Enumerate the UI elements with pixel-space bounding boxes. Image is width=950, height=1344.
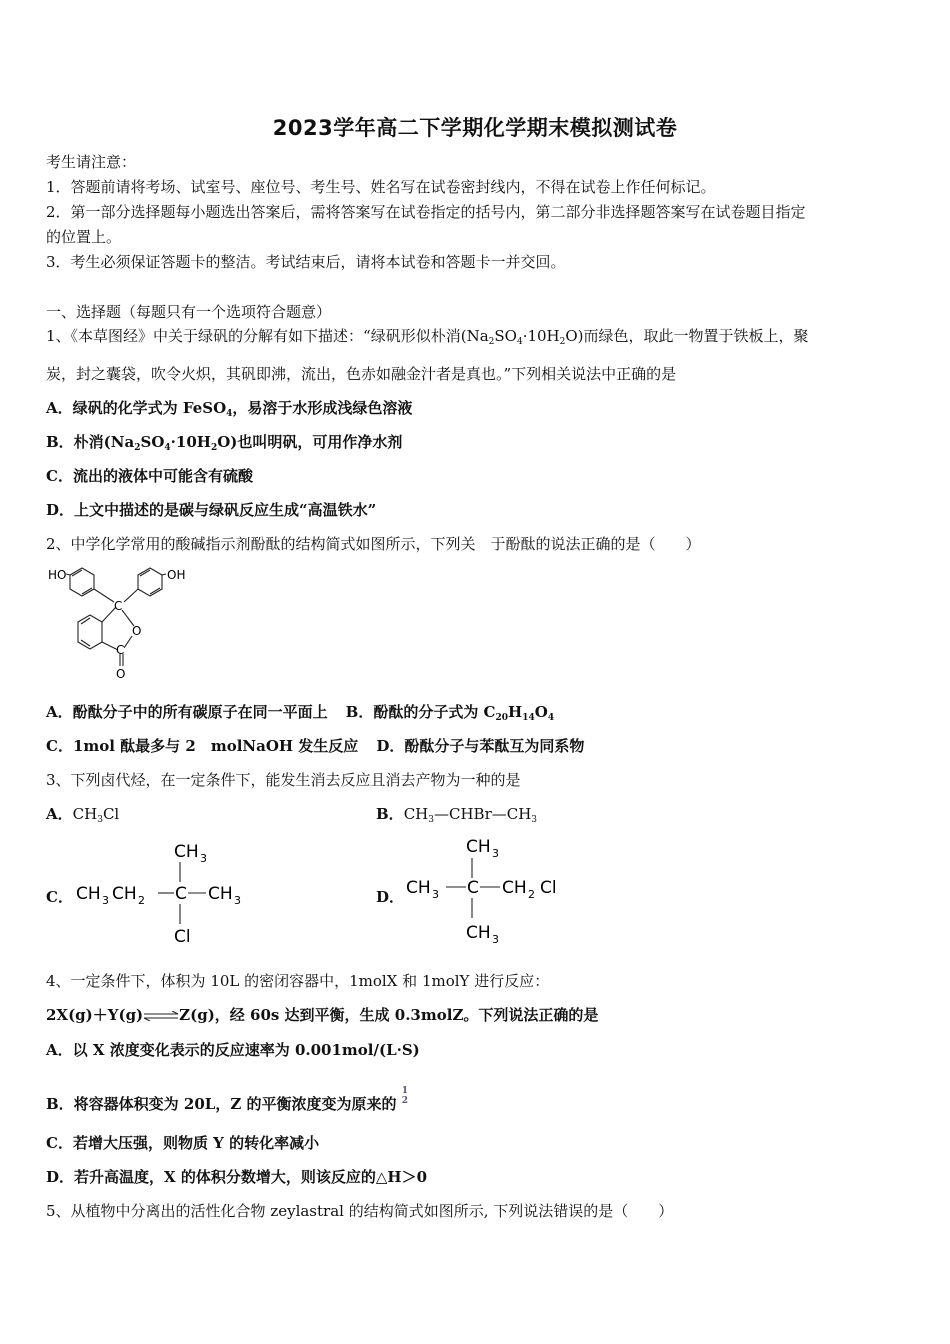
carbonyl-oxygen-label: O bbox=[116, 667, 126, 680]
q3-option-c-label: C． bbox=[46, 888, 73, 906]
sub: 2 bbox=[559, 337, 566, 347]
q3-option-d-label: D． bbox=[376, 888, 405, 906]
q3-b-label: B． bbox=[376, 805, 404, 823]
c-right-ch: CH bbox=[208, 884, 233, 904]
c-bottom-cl: Cl bbox=[174, 927, 191, 947]
q3-stem: 3、下列卤代烃，在一定条件下，能发生消去反应且消去产物为一种的是 bbox=[46, 771, 521, 789]
q4-equation bbox=[46, 1005, 598, 1025]
q3-a-formula1: CH bbox=[72, 805, 98, 823]
d-center-c: C bbox=[467, 878, 479, 898]
sub: 2 bbox=[134, 443, 141, 453]
sub: 3 bbox=[492, 847, 499, 860]
notice-item-2-cont: 的位置上。 bbox=[46, 228, 122, 246]
d-right-cl: Cl bbox=[540, 878, 557, 898]
q1-stem-text-c: ·10H bbox=[522, 327, 560, 345]
ring-oxygen-label: O bbox=[132, 624, 142, 638]
q3-option-b bbox=[376, 804, 537, 830]
notice-item-2: 2．第一部分选择题每小题选出答案后，需将答案写在试卷指定的括号内，第二部分非选择题答案写在试卷题目指定 bbox=[46, 203, 806, 221]
sub: 3 bbox=[200, 852, 207, 865]
q1-stem-line2: 炭，封之囊袋，吹令火炽，其矾即沸，流出，色赤如融金汁者是真也。”下列相关说法中正确的是 bbox=[46, 365, 677, 383]
c-left-ch2: CH bbox=[112, 884, 137, 904]
sub: 3 bbox=[432, 888, 439, 901]
sub: 3 bbox=[428, 815, 434, 825]
q1-b-text4: O)也叫明矾，可用作净水剂 bbox=[217, 433, 403, 451]
q1-option-b bbox=[46, 432, 402, 458]
sub: 3 bbox=[97, 815, 103, 825]
notice-item-3: 3．考生必须保证答题卡的整洁。考试结束后，请将本试卷和答题卡一并交回。 bbox=[46, 253, 566, 271]
q2-option-c: C．1mol 酞最多与 2 molNaOH 发生反应 bbox=[46, 737, 359, 755]
q4-option-c: C．若增大压强，则物质 Y 的转化率减小 bbox=[46, 1134, 320, 1152]
sub: 4 bbox=[516, 337, 523, 347]
carbonyl-carbon-label: C bbox=[116, 643, 125, 657]
sub: 3 bbox=[234, 894, 241, 907]
q3-option-a bbox=[46, 804, 119, 830]
d-right-ch: CH bbox=[502, 878, 527, 898]
frac-num: 1 bbox=[401, 1086, 408, 1096]
sub: 2 bbox=[488, 337, 495, 347]
q3-a-formula2: Cl bbox=[102, 805, 120, 823]
c-top-ch: CH bbox=[174, 842, 199, 862]
oh-label: OH bbox=[167, 568, 186, 582]
sub: 20 bbox=[495, 713, 509, 723]
q2-stem: 2、中学化学常用的酸碱指示剂酚酞的结构简式如图所示，下列关 于酚酞的说法正确的是（ ） bbox=[46, 535, 701, 553]
q1-stem-text-a: 1、《本草图经》中关于绿矾的分解有如下描述：“绿矾形似朴消(Na bbox=[46, 327, 489, 345]
sub: 3 bbox=[531, 815, 538, 825]
sub: 14 bbox=[522, 713, 535, 723]
q2-option-ab bbox=[46, 702, 554, 728]
frac-den: 2 bbox=[401, 1096, 408, 1106]
d-top-ch: CH bbox=[466, 837, 491, 857]
c-left-ch: CH bbox=[76, 884, 101, 904]
section-heading: 一、选择题（每题只有一个选项符合题意） bbox=[46, 303, 332, 321]
q3-option-c-structure bbox=[74, 836, 254, 948]
q1-a-text1: A．绿矾的化学式为 FeSO bbox=[46, 399, 227, 417]
q1-b-text1: B．朴消(Na bbox=[46, 433, 135, 451]
q4-eq-left: 2X(g)＋Y(g) bbox=[46, 1006, 144, 1024]
d-left-ch: CH bbox=[406, 878, 431, 898]
q4-option-d: D．若升高温度，X 的体积分数增大，则该反应的△H＞0 bbox=[46, 1168, 428, 1186]
q4-option-b bbox=[46, 1086, 408, 1114]
sub: 4 bbox=[547, 713, 555, 723]
sub: 4 bbox=[164, 443, 171, 453]
q4-b-text: B．将容器体积变为 20L，Z 的平衡浓度变为原来的 bbox=[46, 1095, 397, 1113]
sub: 3 bbox=[102, 894, 109, 907]
q2-option-d: D．酚酞分子与苯酞互为同系物 bbox=[376, 737, 585, 755]
page-title: 2023学年高二下学期化学期末模拟测试卷 bbox=[272, 116, 678, 140]
q1-option-c: C．流出的液体中可能含有硫酸 bbox=[46, 467, 253, 485]
q2-option-cd bbox=[46, 736, 584, 756]
q3-b-formula1: CH bbox=[403, 805, 429, 823]
ho-label: HO bbox=[48, 568, 67, 582]
d-bottom-ch: CH bbox=[466, 923, 491, 943]
q1-stem-text-d: O)而绿色，取此一物置于铁板上，聚 bbox=[565, 327, 809, 345]
q1-stem-line1 bbox=[46, 326, 809, 352]
q2-option-b-text1: B．酚酞的分子式为 C bbox=[345, 703, 496, 721]
equilibrium-arrow-icon bbox=[143, 1011, 179, 1021]
sub: 2 bbox=[528, 888, 535, 901]
q1-option-d: D．上文中描述的是碳与绿矾反应生成“高温铁水” bbox=[46, 501, 377, 519]
q2-option-b-text2: H bbox=[508, 703, 523, 721]
q3-a-label: A． bbox=[46, 805, 73, 823]
q1-a-text2: ，易溶于水形成浅绿色溶液 bbox=[232, 399, 413, 417]
one-half-fraction bbox=[402, 1086, 408, 1106]
sub: 4 bbox=[226, 409, 233, 419]
q3-option-d-structure bbox=[404, 830, 584, 948]
phenolphthalein-structure bbox=[44, 562, 204, 680]
q1-stem-text-b: SO bbox=[494, 327, 517, 345]
q2-option-a: A．酚酞分子中的所有碳原子在同一平面上 bbox=[46, 703, 328, 721]
q1-b-text2: SO bbox=[140, 433, 165, 451]
q4-option-a: A．以 X 浓度变化表示的反应速率为 0.001mol/(L·S) bbox=[46, 1041, 420, 1059]
q3-b-formula2: —CHBr—CH bbox=[433, 805, 532, 823]
q4-eq-right: Z(g)，经 60s 达到平衡，生成 0.3molZ。下列说法正确的是 bbox=[179, 1006, 599, 1024]
notice-heading: 考生请注意： bbox=[46, 153, 137, 171]
sub: 3 bbox=[492, 933, 499, 946]
q1-b-text3: ·10H bbox=[170, 433, 211, 451]
carbon-label: C bbox=[114, 599, 123, 613]
q4-stem: 4、一定条件下，体积为 10L 的密闭容器中，1molX 和 1molY 进行反应： bbox=[46, 972, 550, 990]
sub: 2 bbox=[138, 894, 145, 907]
q5-stem: 5、从植物中分离出的活性化合物 zeylastral 的结构简式如图所示, 下列说法错误的是（ ） bbox=[46, 1202, 674, 1220]
c-center-c: C bbox=[175, 884, 187, 904]
q1-option-a bbox=[46, 398, 412, 424]
notice-item-1: 1．答题前请将考场、试室号、座位号、考生号、姓名写在试卷密封线内，不得在试卷上作任何标记。 bbox=[46, 178, 716, 196]
sub: 2 bbox=[210, 443, 218, 453]
q2-option-b-text3: O bbox=[534, 703, 548, 721]
